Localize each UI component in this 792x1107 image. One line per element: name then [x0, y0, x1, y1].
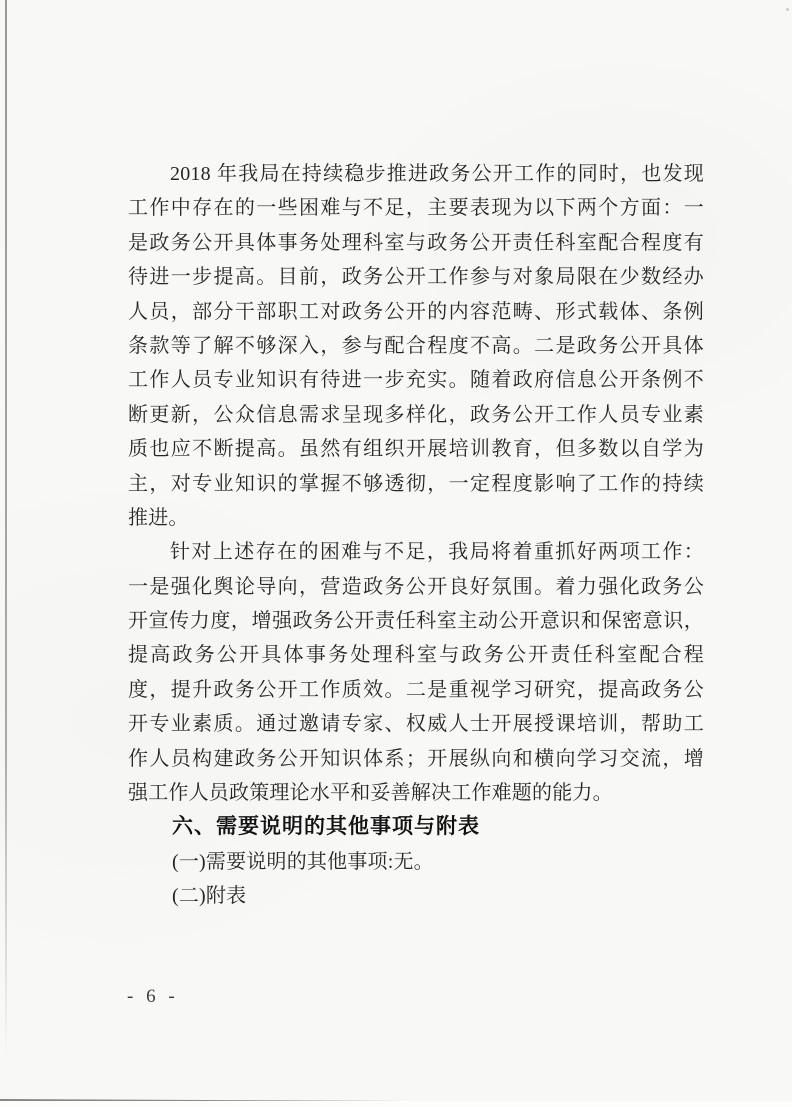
body-line: 开宣传力度，增强政务公开责任科室主动公开意识和保密意识，: [128, 610, 704, 633]
body-line: 待进一步提高。目前，政务公开工作参与对象局限在少数经办: [128, 266, 704, 289]
body-line: 是政务公开具体事务处理科室与政务公开责任科室配合程度有: [128, 231, 704, 254]
page-number: - 6 -: [127, 986, 179, 1007]
scan-dust-speck: [786, 8, 789, 11]
document-body: [128, 157, 704, 914]
subitem-attached-table: (二)附表: [172, 885, 247, 908]
body-line: 质也应不断提高。虽然有组织开展培训教育，但多数以自学为: [128, 438, 704, 461]
body-line: 主，对专业知识的掌握不够透彻，一定程度影响了工作的持续: [128, 472, 704, 495]
body-line: 作人员构建政务公开知识体系；开展纵向和横向学习交流，增: [128, 747, 704, 770]
body-line: 开专业素质。通过邀请专家、权威人士开展授课培训，帮助工: [128, 713, 704, 736]
scan-background-below-page: [0, 1101, 792, 1107]
body-line: 条款等了解不够深入，参与配合程度不高。二是政务公开具体: [128, 334, 704, 357]
body-line: 断更新，公众信息需求呈现多样化，政务公开工作人员专业素: [128, 403, 704, 426]
body-line: 度，提升政务公开工作质效。二是重视学习研究，提高政务公: [128, 678, 704, 701]
body-line: 强工作人员政策理论水平和妥善解决工作难题的能力。: [128, 782, 613, 805]
body-line: 推进。: [128, 506, 189, 529]
body-line: 人员，部分干部职工对政务公开的内容范畴、形式载体、条例: [128, 300, 704, 323]
paragraph-difficulties: [128, 157, 704, 535]
body-line: 工作人员专业知识有待进一步充实。随着政府信息公开条例不: [128, 369, 704, 392]
scan-left-edge-line: [5, 0, 7, 1060]
paragraph-measures: [128, 535, 704, 810]
body-line: 一是强化舆论导向，营造政务公开良好氛围。着力强化政务公: [128, 575, 704, 598]
body-line: 2018 年我局在持续稳步推进政务公开工作的同时，也发现: [170, 163, 704, 185]
body-line: 提高政务公开具体事务处理科室与政务公开责任科室配合程: [128, 644, 704, 667]
subitem-other-matters: (一)需要说明的其他事项:无。: [172, 850, 434, 873]
body-line: 工作中存在的一些困难与不足，主要表现为以下两个方面：一: [128, 197, 704, 220]
body-line: 针对上述存在的困难与不足，我局将着重抓好两项工作：: [170, 541, 704, 564]
section-heading: 六、需要说明的其他事项与附表: [172, 815, 480, 839]
